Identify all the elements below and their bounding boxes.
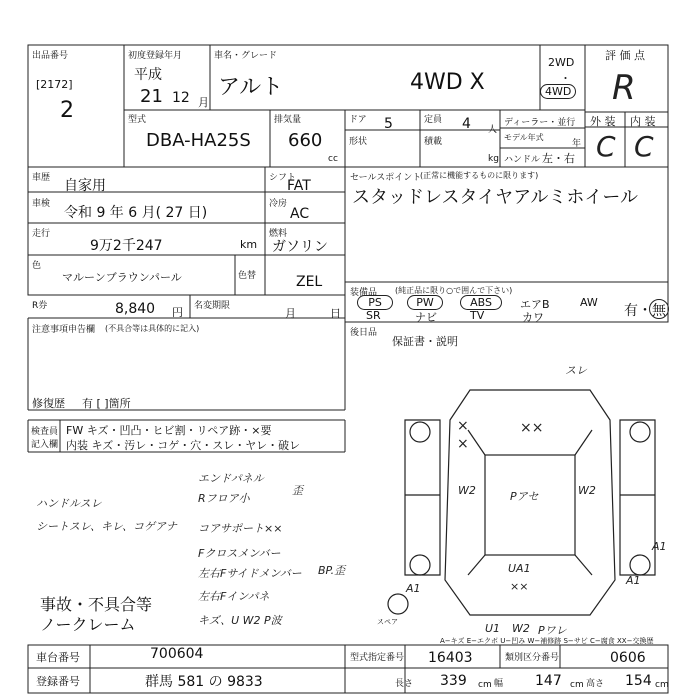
no-circle-mark bbox=[649, 299, 669, 319]
height-unit: cm bbox=[655, 680, 669, 690]
sales-sub: (正常に機能するものに限ります) bbox=[420, 171, 539, 180]
inspector-label-1: 検査員 bbox=[31, 427, 59, 437]
wheel-fl bbox=[410, 422, 430, 442]
interior-score: C bbox=[634, 130, 654, 163]
exterior-label: 外 装 bbox=[590, 115, 616, 128]
overall-score: R bbox=[612, 68, 636, 108]
shape-label: 形状 bbox=[349, 137, 368, 147]
class-no: 0606 bbox=[610, 650, 646, 666]
wheel-rr bbox=[630, 555, 650, 575]
mileage-unit: km bbox=[240, 238, 258, 251]
height-label: 高さ bbox=[586, 679, 605, 689]
equip-leather: カワ bbox=[522, 311, 544, 324]
model-code: DBA-HA25S bbox=[146, 130, 251, 151]
color-change-label: 色替 bbox=[238, 271, 257, 281]
displacement: 660 bbox=[288, 130, 323, 151]
note-end-panel: エンドパネル bbox=[198, 472, 264, 485]
mileage-label: 走行 bbox=[32, 229, 51, 239]
after-label: 後日品 bbox=[350, 328, 378, 338]
history-label: 車歴 bbox=[32, 173, 51, 183]
seats-unit: 人 bbox=[488, 125, 498, 135]
equip-navi: ナビ bbox=[415, 311, 437, 324]
drive-dot: ・ bbox=[560, 72, 571, 85]
wheel-fr bbox=[630, 422, 650, 442]
drive-2wd: 2WD bbox=[548, 56, 575, 69]
mileage: 9万2千247 bbox=[90, 238, 163, 254]
drive-4wd-circled: 4WD bbox=[540, 84, 576, 99]
recycle-amount: 8,840 bbox=[115, 301, 156, 317]
note-r-floor: Rフロア小 bbox=[198, 492, 250, 505]
interior-label: 内 装 bbox=[630, 115, 656, 128]
diag-mark-x1: × bbox=[457, 418, 469, 434]
reg-month: 12 bbox=[172, 90, 190, 106]
meigi-month: 月 bbox=[285, 307, 296, 320]
height: 154 bbox=[625, 673, 652, 689]
color-code: ZEL bbox=[296, 274, 323, 290]
sales-text: スタッドレスタイヤアルミホイール bbox=[352, 187, 639, 208]
model-label: 型式 bbox=[128, 115, 147, 125]
equip-sr: SR bbox=[366, 309, 381, 322]
spare-label: スペア bbox=[377, 618, 398, 626]
color-label: 色 bbox=[32, 261, 42, 271]
load-unit: kg bbox=[488, 154, 499, 164]
length: 339 bbox=[440, 673, 467, 689]
recycle-label: R券 bbox=[32, 301, 48, 311]
reg-year: 21 bbox=[140, 86, 163, 107]
inspector-line-1: FW キズ・凹凸・ヒビ割・リペア跡・×要 bbox=[66, 424, 272, 437]
inspector-label-2: 記入欄 bbox=[31, 440, 59, 450]
vehicle-no: 700604 bbox=[150, 646, 204, 662]
diag-mark-replaced-rear: ×× bbox=[510, 580, 529, 593]
meigi-day: 日 bbox=[330, 307, 341, 320]
width: 147 bbox=[535, 673, 562, 689]
note-f-cross: Fクロスメンバー bbox=[198, 547, 281, 560]
wheel-rl bbox=[410, 555, 430, 575]
vehicle-no-label: 車台番号 bbox=[36, 651, 80, 664]
note-bp: BP.歪 bbox=[318, 564, 346, 577]
ac-label: 冷房 bbox=[269, 199, 288, 209]
fuel: ガソリン bbox=[272, 239, 328, 255]
equipment-label: 装備品 bbox=[350, 288, 378, 298]
diag-mark-replaced-hood: ×× bbox=[520, 420, 544, 436]
note-seat: シートスレ、キレ、コゲアナ bbox=[36, 520, 178, 533]
handle-value: 左・右 bbox=[542, 152, 575, 165]
load-label: 積載 bbox=[424, 137, 443, 147]
car-name-label: 車名・グレード bbox=[214, 51, 278, 61]
class-label: 類別区分番号 bbox=[505, 653, 560, 663]
seats-label: 定員 bbox=[424, 115, 443, 125]
note-f-inpane: 左右Fインパネ bbox=[198, 590, 270, 603]
doors: 5 bbox=[384, 116, 393, 132]
sales-label: セールスポイント bbox=[350, 173, 422, 183]
equip-pw: PW bbox=[407, 295, 443, 310]
width-unit: cm bbox=[570, 680, 584, 690]
first-reg-label: 初度登録年月 bbox=[128, 51, 183, 61]
meigi-label: 名変期限 bbox=[194, 301, 231, 311]
shift: FAT bbox=[287, 178, 311, 194]
doors-label: ドア bbox=[349, 115, 367, 125]
lot-no-label: 出品番号 bbox=[32, 51, 69, 61]
diag-mark-x2: × bbox=[457, 436, 469, 452]
diag-mark-a1-left: A1 bbox=[406, 582, 421, 595]
diag-mark-a1-right: A1 bbox=[652, 540, 667, 553]
era: 平成 bbox=[134, 67, 162, 83]
diag-mark-w2-rear: W2 bbox=[512, 622, 530, 635]
diag-mark-u1: U1 bbox=[485, 622, 501, 635]
inspector-line-2: 内装 キズ・汚レ・コゲ・穴・スレ・ヤレ・破レ bbox=[66, 439, 301, 452]
score-label: 評 価 点 bbox=[605, 49, 645, 62]
diag-mark-w2-left: W2 bbox=[458, 484, 476, 497]
dealer-label: ディーラー・並行 bbox=[504, 118, 576, 128]
car-roof bbox=[485, 455, 575, 555]
diag-mark-p-crack: Pワレ bbox=[538, 624, 567, 637]
diag-mark-p-ase: Pアセ bbox=[510, 490, 539, 503]
accident-label: 事故・不具合等 bbox=[40, 595, 153, 614]
repair-label: 修復歴 bbox=[32, 397, 65, 410]
car-name: アルト bbox=[218, 75, 284, 100]
inspection-label: 車検 bbox=[32, 199, 51, 209]
note-core-support: コアサポート×× bbox=[198, 522, 283, 535]
diag-mark-a1-right2: A1 bbox=[626, 574, 641, 587]
model-cert: 16403 bbox=[428, 650, 473, 666]
diag-mark-scuff: スレ bbox=[565, 364, 587, 377]
note-handle: ハンドルスレ bbox=[36, 497, 102, 510]
repair-value: 有 [ ]箇所 bbox=[82, 397, 131, 410]
lot-code: [2172] bbox=[36, 78, 73, 91]
lot-no: 2 bbox=[60, 98, 74, 123]
length-unit: cm bbox=[478, 680, 492, 690]
recycle-yen: 円 bbox=[172, 306, 183, 319]
equip-ps: PS bbox=[357, 295, 393, 310]
equip-tv: TV bbox=[470, 309, 485, 322]
history: 自家用 bbox=[64, 178, 106, 194]
left-side-panel bbox=[405, 420, 440, 575]
displacement-label: 排気量 bbox=[274, 115, 302, 125]
shift-label: シフト bbox=[269, 173, 297, 183]
width-label: 幅 bbox=[494, 679, 504, 689]
notes-sub: (不具合等は具体的に記入) bbox=[105, 324, 200, 333]
fuel-label: 燃料 bbox=[269, 229, 288, 239]
equip-yes-no: 有・無 bbox=[624, 303, 666, 319]
inspection-date: 令和 9 年 6 月( 27 日) bbox=[64, 205, 208, 221]
displacement-unit: cc bbox=[328, 154, 338, 164]
seats: 4 bbox=[462, 116, 471, 132]
diag-mark-ua1: UA1 bbox=[508, 562, 531, 575]
exterior-score: C bbox=[596, 130, 616, 163]
length-label: 長さ bbox=[395, 679, 414, 689]
claim-label: ノークレーム bbox=[40, 615, 136, 634]
reg-no-label: 登録番号 bbox=[36, 675, 80, 688]
equip-abs: ABS bbox=[460, 295, 502, 310]
model-year-unit: 年 bbox=[572, 139, 582, 149]
notes-label: 注意事項申告欄 bbox=[32, 325, 96, 335]
note-scratch: キズ、U W2 P波 bbox=[198, 614, 282, 627]
spare-tire bbox=[388, 594, 408, 614]
color: マルーンブラウンパール bbox=[62, 271, 182, 284]
note-f-side: 左右Fサイドメンバー bbox=[198, 567, 302, 580]
right-side-panel bbox=[620, 420, 655, 575]
diagram-legend: A−キズ E−エクボ U−凹み W−補修跡 S−サビ C−腐食 XX−交換歴 bbox=[440, 637, 654, 645]
after-items: 保証書・説明 bbox=[392, 335, 458, 348]
model-year-label: モデル年式 bbox=[504, 133, 544, 142]
reg-month-unit: 月 bbox=[198, 96, 209, 109]
equip-aw: AW bbox=[580, 296, 598, 309]
equip-airbag: エアB bbox=[520, 298, 550, 311]
model-cert-label: 型式指定番号 bbox=[350, 653, 405, 663]
car-grade: 4WD X bbox=[410, 70, 485, 95]
reg-no: 群馬 581 の 9833 bbox=[145, 674, 263, 690]
note-distort: 歪 bbox=[292, 484, 303, 497]
equipment-sub: (純正品に限り○で囲んで下さい) bbox=[395, 286, 513, 295]
handle-label: ハンドル bbox=[504, 155, 541, 165]
diag-mark-w2-right: W2 bbox=[578, 484, 596, 497]
ac: AC bbox=[290, 206, 310, 222]
